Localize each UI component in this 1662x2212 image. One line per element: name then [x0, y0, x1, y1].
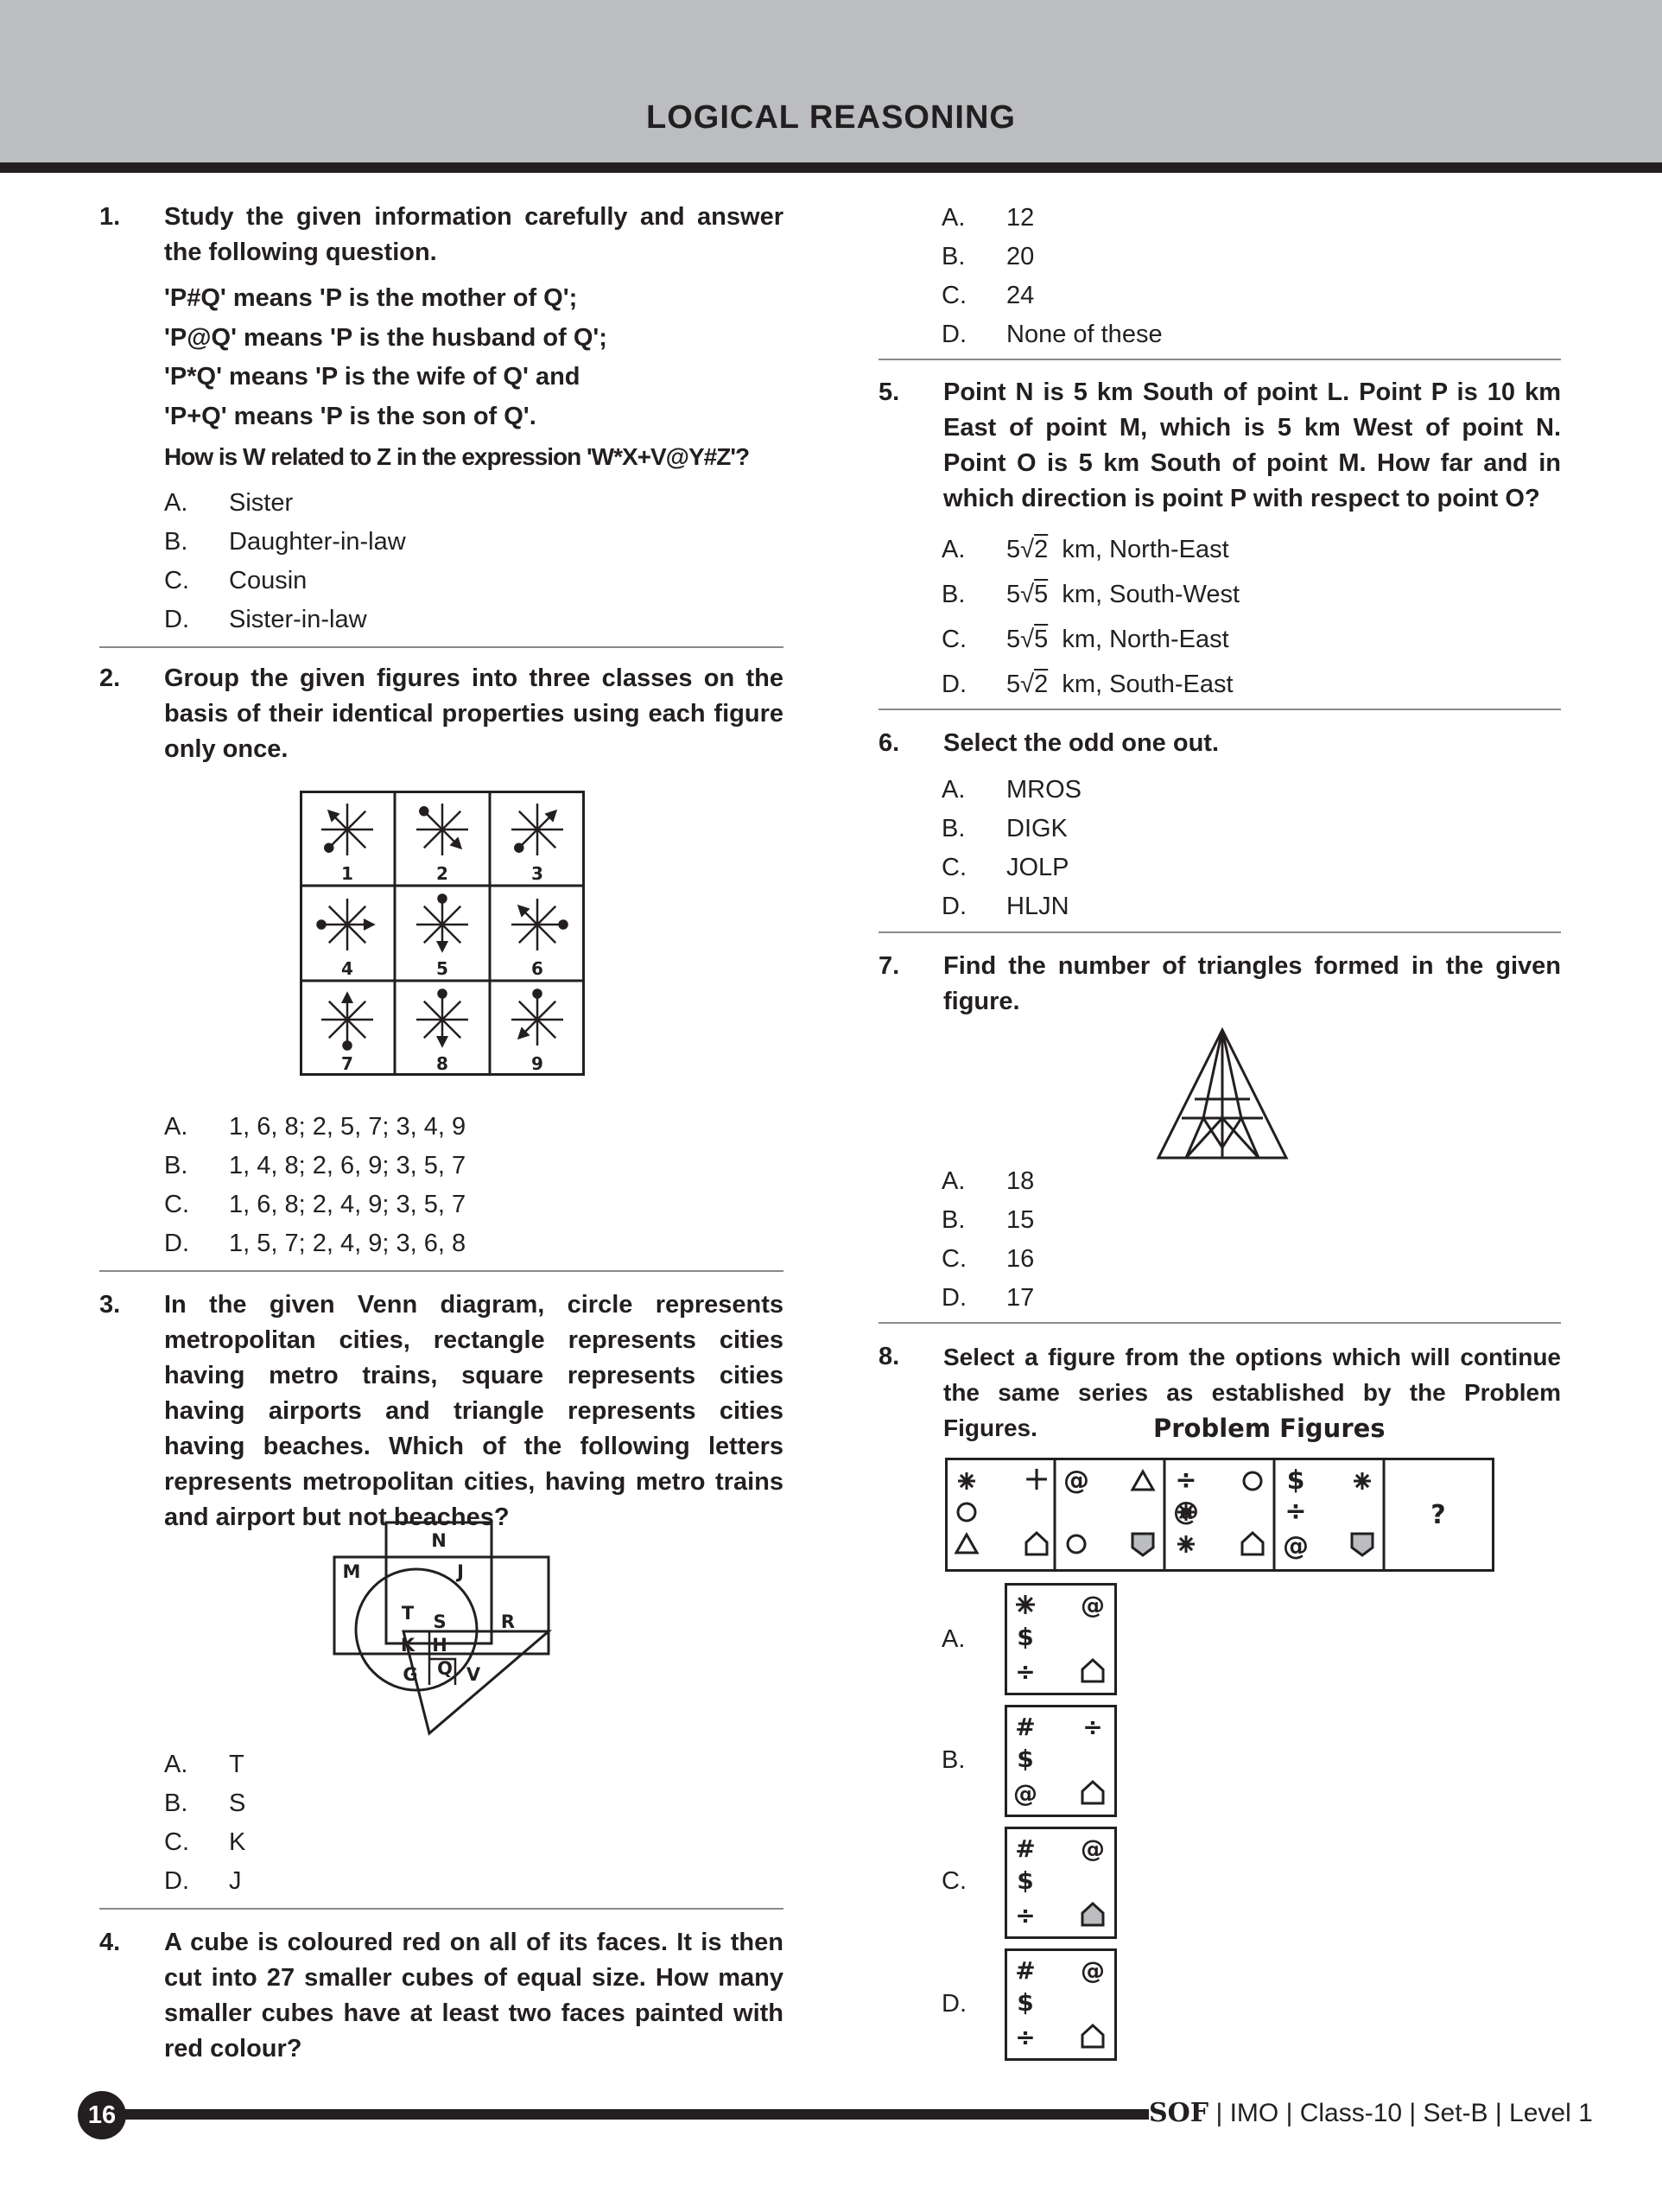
venn-label: H: [432, 1635, 447, 1656]
venn-label: T: [401, 1603, 415, 1624]
question-text: Find the number of triangles formed in the given figure.: [943, 952, 1561, 1015]
asterisk-figure: [416, 990, 468, 1046]
option-letter: D.: [942, 1990, 967, 2018]
asterisk-figure: [321, 804, 373, 855]
asterisk-icon: [958, 1472, 975, 1490]
option-letter: C.: [164, 567, 189, 594]
venn-label: G: [403, 1664, 418, 1685]
option-letter: B.: [164, 1152, 188, 1179]
question-number: 3.: [99, 1291, 121, 1319]
option-text: 1, 5, 7; 2, 4, 9; 3, 6, 8: [229, 1230, 466, 1257]
option-letter: D.: [942, 893, 967, 920]
asterisk-icon: [1177, 1503, 1195, 1521]
question-number: 7.: [879, 952, 900, 980]
asterisk-figure: [318, 899, 374, 950]
grid-label: 1: [341, 863, 353, 884]
option-text: 1, 6, 8; 2, 5, 7; 3, 4, 9: [229, 1113, 466, 1141]
separator: [99, 1908, 783, 1910]
option-text: 5√2 km, North-East: [1006, 536, 1229, 563]
asterisk-icon: [1177, 1535, 1195, 1553]
option-letter: C.: [164, 1828, 189, 1856]
venn-label: K: [400, 1635, 416, 1656]
footer-text: [1149, 2098, 1593, 2128]
sof-logo: SOF: [1149, 2098, 1209, 2128]
pentagon-icon: [1026, 1533, 1047, 1554]
triangle-figure: [1153, 1027, 1291, 1163]
option-text: 18: [1006, 1167, 1035, 1195]
question-number: 6.: [879, 729, 900, 757]
option-letter: A.: [942, 204, 966, 232]
option-letter: D.: [942, 1284, 967, 1312]
problem-figures-title: Problem Figures: [1153, 1414, 1386, 1443]
venn-label: S: [433, 1611, 447, 1632]
option-text: Sister-in-law: [229, 606, 367, 633]
option-letter: C.: [942, 854, 967, 881]
option-letter: A.: [942, 776, 966, 804]
venn-label: M: [342, 1561, 361, 1582]
option-text: 17: [1006, 1284, 1035, 1312]
page-number: 16: [78, 2091, 126, 2139]
section-title: LOGICAL REASONING: [646, 99, 1016, 136]
question-number: 4.: [99, 1929, 121, 1956]
asterisk-icon: [1016, 1595, 1035, 1614]
at-symbol: @: [1063, 1465, 1089, 1496]
triangle-icon: [956, 1535, 977, 1553]
option-text: MROS: [1006, 776, 1082, 804]
option-text: Sister: [229, 489, 294, 517]
option-text: 16: [1006, 1245, 1035, 1273]
option-text: JOLP: [1006, 854, 1069, 881]
grid-label: 7: [341, 1053, 353, 1074]
footer-rule: [121, 2109, 1149, 2120]
dollar-symbol: $: [1017, 1623, 1034, 1651]
pentagon-icon: [1082, 1660, 1103, 1681]
q1-statement: 'P+Q' means 'P is the son of Q'.: [164, 403, 536, 430]
divide-symbol: ÷: [1015, 2023, 1036, 2051]
question-text: Study the given information carefully and answer the following question.: [164, 203, 783, 266]
grid-label: 9: [531, 1053, 543, 1074]
option-letter: A.: [942, 536, 966, 563]
question-number: 8.: [879, 1343, 900, 1370]
question-number: 5.: [879, 378, 900, 406]
dollar-symbol: $: [1286, 1465, 1305, 1496]
option-text: Daughter-in-law: [229, 528, 406, 556]
option-text: S: [229, 1789, 246, 1817]
asterisk-figure: [511, 990, 563, 1046]
venn-label: N: [431, 1530, 447, 1551]
dollar-symbol: $: [1017, 1745, 1034, 1773]
option-text: T: [229, 1751, 244, 1778]
option-letter: D.: [164, 1867, 189, 1895]
problem-figures: [945, 1458, 1494, 1572]
shield-icon: [1132, 1534, 1153, 1555]
dollar-symbol: $: [1017, 1988, 1034, 2017]
divide-symbol: ÷: [1082, 1713, 1103, 1741]
sqrt-icon: √: [1020, 536, 1035, 563]
option-text: HLJN: [1006, 893, 1069, 920]
option-text: K: [229, 1828, 246, 1856]
option-letter: C.: [942, 1245, 967, 1273]
option-text: Cousin: [229, 567, 308, 594]
grid-label: 8: [436, 1053, 448, 1074]
venn-label: R: [500, 1611, 516, 1632]
option-letter: D.: [942, 321, 967, 348]
question-text: Select the odd one out.: [943, 729, 1220, 757]
question-text: Point N is 5 km South of point L. Point P is 10 km East of point M, which is 5 km West of point N. Point O is 5 km South of point M. How far and in which direction is point P with respect to point O?: [943, 378, 1561, 512]
asterisk-figure: [511, 804, 563, 855]
question-text: A cube is coloured red on all of its faces. It is then cut into 27 smaller cubes of equal size. How many smaller cubes have at least two faces painted with red colour?: [164, 1929, 783, 2063]
page-header: [0, 0, 1662, 162]
grid-label: 5: [436, 958, 448, 979]
separator: [879, 931, 1561, 933]
venn-diagram: [333, 1521, 566, 1745]
option-letter: D.: [942, 671, 967, 698]
venn-label: Q: [437, 1658, 453, 1679]
asterisk-figure: [416, 804, 468, 855]
option-text: 5√5 km, North-East: [1006, 626, 1229, 653]
divide-symbol: ÷: [1285, 1497, 1307, 1527]
question-number: 1.: [99, 203, 121, 231]
option-text: 12: [1006, 204, 1035, 232]
answer-figure-a[interactable]: [1005, 1583, 1117, 1695]
asterisk-figure: [511, 899, 568, 950]
sqrt-icon: √: [1020, 626, 1035, 653]
q1-question: How is W related to Z in the expression 'W*X+V@Y#Z'?: [164, 443, 750, 470]
separator: [879, 359, 1561, 360]
dollar-symbol: $: [1017, 1866, 1034, 1895]
separator: [879, 709, 1561, 710]
option-letter: A.: [164, 1751, 188, 1778]
circle-icon: [1244, 1472, 1261, 1490]
option-text: 1, 6, 8; 2, 4, 9; 3, 5, 7: [229, 1191, 466, 1218]
at-symbol: @: [1173, 1497, 1199, 1527]
option-letter: C.: [942, 626, 967, 653]
option-letter: A.: [942, 1167, 966, 1195]
triangle-icon: [1132, 1471, 1153, 1490]
option-letter: C.: [164, 1191, 189, 1218]
sqrt-icon: √: [1020, 671, 1035, 698]
pentagon-icon: [1082, 1904, 1103, 1925]
separator: [879, 1322, 1561, 1324]
unknown-figure: ?: [1430, 1500, 1446, 1530]
pentagon-icon: [1082, 1782, 1103, 1803]
option-letter: B.: [942, 1206, 966, 1234]
separator: [99, 1270, 783, 1272]
pentagon-icon: [1082, 2025, 1103, 2047]
divide-symbol: ÷: [1015, 1657, 1036, 1686]
hash-symbol: #: [1015, 1713, 1036, 1741]
option-letter: B.: [942, 1746, 966, 1774]
question-text: Group the given figures into three classes on the basis of their identical properties using each figure only once.: [164, 664, 783, 763]
option-letter: B.: [942, 815, 966, 842]
at-symbol: @: [1081, 1834, 1105, 1863]
pentagon-icon: [1242, 1533, 1263, 1554]
option-letter: A.: [164, 1113, 188, 1141]
asterisk-icon: [1354, 1472, 1371, 1490]
q1-statement: 'P*Q' means 'P is the wife of Q' and: [164, 363, 580, 391]
q2-figure-grid: [300, 791, 585, 1076]
option-text: 24: [1006, 282, 1035, 309]
asterisk-figure: [321, 994, 373, 1050]
question-text: In the given Venn diagram, circle represents metropolitan cities, rectangle represents cities having metro trains, square represents cities having airports and triangle represents cities having beaches. Which of the following letters represents metropolitan cities, having metro trains and airport but not beaches?: [164, 1291, 783, 1531]
grid-label: 2: [436, 863, 448, 884]
answer-figure-c[interactable]: [1005, 1827, 1117, 1939]
grid-label: 3: [531, 863, 543, 884]
q1-statement: 'P@Q' means 'P is the husband of Q';: [164, 324, 607, 352]
option-letter: A.: [942, 1625, 966, 1653]
divide-symbol: ÷: [1175, 1465, 1197, 1496]
venn-label: J: [457, 1561, 464, 1582]
plus-symbol: +: [1023, 1459, 1050, 1497]
option-letter: D.: [164, 606, 189, 633]
at-symbol: @: [1081, 1956, 1105, 1985]
sqrt-icon: √: [1020, 581, 1035, 608]
option-text: 15: [1006, 1206, 1035, 1234]
at-symbol: @: [1283, 1531, 1309, 1561]
option-text: None of these: [1006, 321, 1163, 348]
option-text: 5√5 km, South-West: [1006, 581, 1240, 608]
circle-icon: [1068, 1535, 1085, 1553]
option-text: DIGK: [1006, 815, 1068, 842]
grid-label: 4: [341, 958, 353, 979]
at-symbol: @: [1013, 1779, 1037, 1808]
circle-icon: [958, 1503, 975, 1521]
option-letter: B.: [942, 581, 966, 608]
q1-statement: 'P#Q' means 'P is the mother of Q';: [164, 284, 578, 312]
hash-symbol: #: [1015, 1956, 1036, 1985]
option-text: J: [229, 1867, 242, 1895]
at-symbol: @: [1081, 1591, 1105, 1619]
hash-symbol: #: [1015, 1834, 1036, 1863]
option-letter: B.: [942, 243, 966, 270]
answer-figure-b[interactable]: [1005, 1705, 1117, 1817]
asterisk-figure: [416, 895, 468, 951]
option-text: 5√2 km, South-East: [1006, 671, 1234, 698]
question-text: Select a figure from the options which will continue the same series as established by the Problem Figures.: [943, 1344, 1561, 1441]
option-letter: A.: [164, 489, 188, 517]
separator: [99, 646, 783, 648]
option-letter: B.: [164, 528, 188, 556]
question-number: 2.: [99, 664, 121, 692]
option-letter: B.: [164, 1789, 188, 1817]
grid-label: 6: [531, 958, 543, 979]
answer-figure-d[interactable]: [1005, 1948, 1117, 2061]
venn-label: V: [466, 1664, 481, 1685]
option-text: 1, 4, 8; 2, 6, 9; 3, 5, 7: [229, 1152, 466, 1179]
option-letter: C.: [942, 1867, 967, 1895]
shield-icon: [1352, 1534, 1373, 1555]
header-rule: [0, 162, 1662, 173]
option-letter: D.: [164, 1230, 189, 1257]
option-letter: C.: [942, 282, 967, 309]
footer-details: | IMO | Class-10 | Set-B | Level 1: [1215, 2099, 1593, 2127]
divide-symbol: ÷: [1015, 1901, 1036, 1929]
option-text: 20: [1006, 243, 1035, 270]
